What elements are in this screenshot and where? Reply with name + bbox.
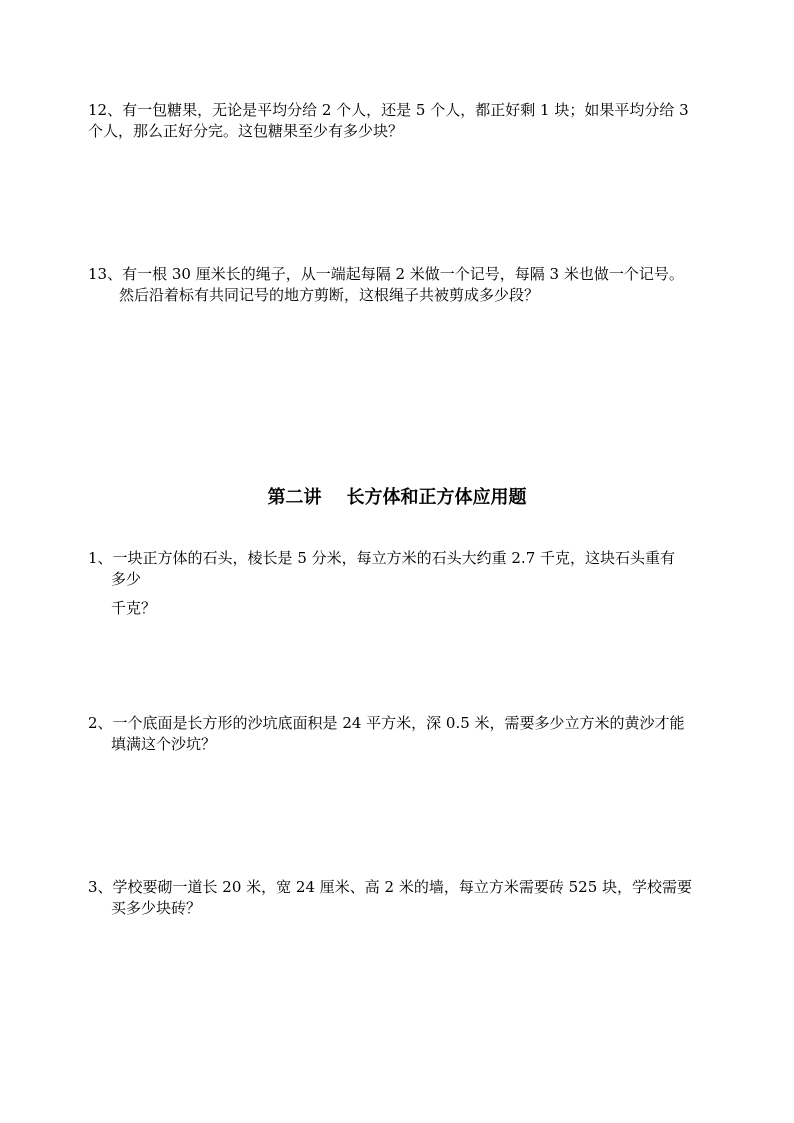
problem-12-line-1: 12、有一包糖果，无论是平均分给 2 个人，还是 5 个人，都正好剩 1 块；如果平均分给 3 xyxy=(88,101,689,119)
problem-1-line-2: 多少 xyxy=(111,570,142,588)
problem-1-line-1: 1、一块正方体的石头，棱长是 5 分米，每立方米的石头大约重 2.7 千克，这块石头重有 xyxy=(88,549,676,567)
section-title: 第二讲 长方体和正方体应用题 xyxy=(267,487,527,508)
problem-1-line-3: 千克？ xyxy=(111,599,157,617)
problem-2-line-2: 填满这个沙坑？ xyxy=(111,735,217,753)
problem-13-line-1: 13、有一根 30 厘米长的绳子，从一端起每隔 2 米做一个记号，每隔 3 米也做一个记号。 xyxy=(88,265,684,283)
problem-12-line-2: 个人，那么正好分完。这包糖果至少有多少块？ xyxy=(88,122,404,140)
problem-3-line-2: 买多少块砖？ xyxy=(111,899,202,917)
problem-13-line-2: 然后沿着标有共同记号的地方剪断，这根绳子共被剪成多少段？ xyxy=(119,286,540,304)
problem-3-line-1: 3、学校要砌一道长 20 米，宽 24 厘米、高 2 米的墙，每立方米需要砖 525 块，学校需要 xyxy=(88,878,693,896)
problem-2-line-1: 2、一个底面是长方形的沙坑底面积是 24 平方米，深 0.5 米，需要多少立方米的黄沙才能 xyxy=(88,714,685,732)
